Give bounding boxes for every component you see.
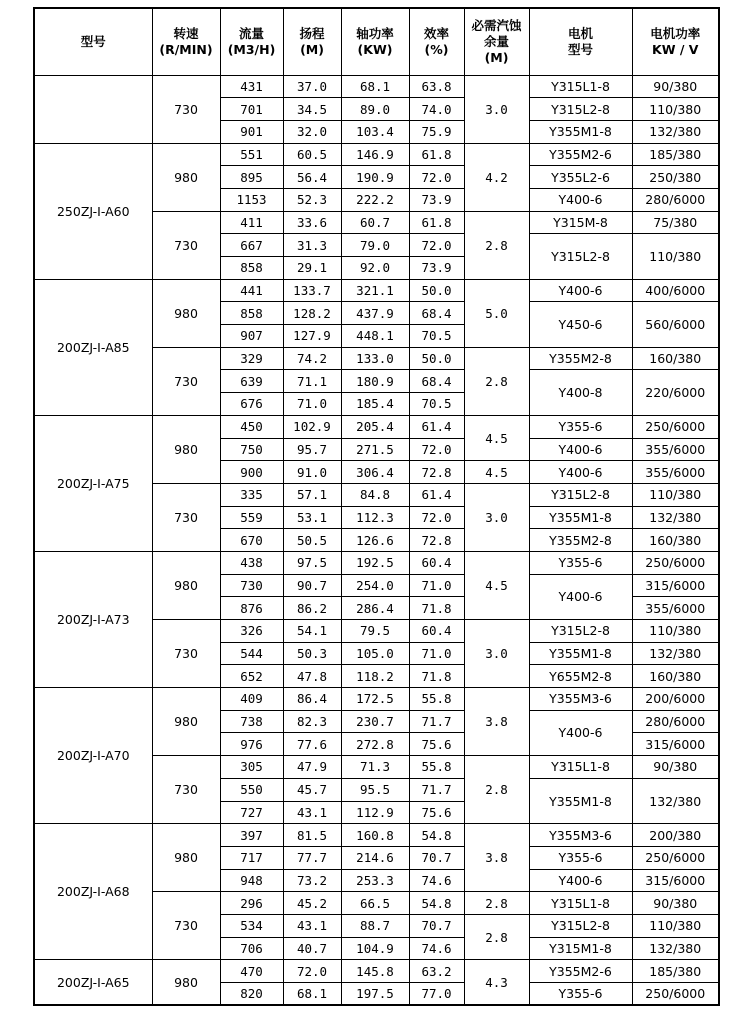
motor-model-cell: Y315L1-8: [529, 75, 632, 98]
efficiency-cell: 60.4: [409, 551, 464, 574]
head-cell: 57.1: [283, 483, 341, 506]
header-npsh: 必需汽蚀余量 (M): [464, 8, 529, 75]
table-row: [34, 75, 719, 98]
efficiency-cell: 71.8: [409, 665, 464, 688]
flow-cell: 438: [220, 551, 283, 574]
shaft-power-cell: 222.2: [341, 188, 409, 211]
model-cell: 200ZJ-I-A65: [34, 960, 152, 1005]
model-cell: 200ZJ-I-A73: [34, 551, 152, 687]
header-model: 型号: [34, 8, 152, 75]
model-cell: [34, 75, 152, 143]
shaft-power-cell: 172.5: [341, 688, 409, 711]
flow-cell: 652: [220, 665, 283, 688]
table-body: [34, 75, 719, 1005]
motor-power-cell: 355/6000: [632, 461, 719, 484]
efficiency-cell: 68.4: [409, 302, 464, 325]
header-speed: 转速 (R/MIN): [152, 8, 220, 75]
shaft-power-cell: 272.8: [341, 733, 409, 756]
motor-model-cell: Y315L2-8: [529, 98, 632, 121]
shaft-power-cell: 118.2: [341, 665, 409, 688]
efficiency-cell: 68.4: [409, 370, 464, 393]
head-cell: 47.8: [283, 665, 341, 688]
shaft-power-cell: 60.7: [341, 211, 409, 234]
efficiency-cell: 55.8: [409, 756, 464, 779]
npsh-cell: 3.0: [464, 75, 529, 143]
head-cell: 45.7: [283, 778, 341, 801]
motor-power-cell: 250/6000: [632, 415, 719, 438]
speed-cell: 730: [152, 75, 220, 143]
head-cell: 86.4: [283, 688, 341, 711]
head-cell: 47.9: [283, 756, 341, 779]
motor-power-cell: 90/380: [632, 756, 719, 779]
efficiency-cell: 70.5: [409, 325, 464, 348]
efficiency-cell: 75.6: [409, 801, 464, 824]
shaft-power-cell: 321.1: [341, 279, 409, 302]
flow-cell: 450: [220, 415, 283, 438]
efficiency-cell: 54.8: [409, 892, 464, 915]
motor-power-cell: 355/6000: [632, 438, 719, 461]
shaft-power-cell: 190.9: [341, 166, 409, 189]
head-cell: 33.6: [283, 211, 341, 234]
motor-power-cell: 250/6000: [632, 551, 719, 574]
efficiency-cell: 71.8: [409, 597, 464, 620]
table-row: [34, 551, 719, 574]
motor-power-cell: 110/380: [632, 914, 719, 937]
motor-model-cell: Y315L1-8: [529, 892, 632, 915]
shaft-power-cell: 112.3: [341, 506, 409, 529]
head-cell: 53.1: [283, 506, 341, 529]
head-cell: 86.2: [283, 597, 341, 620]
motor-power-cell: 355/6000: [632, 597, 719, 620]
npsh-cell: 3.0: [464, 483, 529, 551]
motor-power-cell: 200/6000: [632, 688, 719, 711]
flow-cell: 534: [220, 914, 283, 937]
flow-cell: 326: [220, 620, 283, 643]
shaft-power-cell: 112.9: [341, 801, 409, 824]
motor-model-cell: Y400-6: [529, 574, 632, 619]
efficiency-cell: 63.8: [409, 75, 464, 98]
shaft-power-cell: 197.5: [341, 983, 409, 1006]
motor-power-cell: 200/380: [632, 824, 719, 847]
head-cell: 43.1: [283, 801, 341, 824]
shaft-power-cell: 95.5: [341, 778, 409, 801]
speed-cell: 980: [152, 279, 220, 347]
shaft-power-cell: 145.8: [341, 960, 409, 983]
shaft-power-cell: 286.4: [341, 597, 409, 620]
header-efficiency: 效率 (%): [409, 8, 464, 75]
head-cell: 72.0: [283, 960, 341, 983]
model-cell: 200ZJ-I-A68: [34, 824, 152, 960]
speed-cell: 980: [152, 688, 220, 756]
npsh-cell: 4.5: [464, 415, 529, 460]
flow-cell: 900: [220, 461, 283, 484]
efficiency-cell: 73.9: [409, 257, 464, 280]
efficiency-cell: 61.4: [409, 415, 464, 438]
shaft-power-cell: 68.1: [341, 75, 409, 98]
motor-power-cell: 560/6000: [632, 302, 719, 347]
head-cell: 34.5: [283, 98, 341, 121]
motor-power-cell: 90/380: [632, 892, 719, 915]
motor-model-cell: Y315L2-8: [529, 234, 632, 279]
motor-power-cell: 220/6000: [632, 370, 719, 415]
head-cell: 31.3: [283, 234, 341, 257]
motor-power-cell: 185/380: [632, 143, 719, 166]
model-cell: 200ZJ-I-A85: [34, 279, 152, 415]
npsh-cell: 4.5: [464, 551, 529, 619]
shaft-power-cell: 133.0: [341, 347, 409, 370]
motor-model-cell: Y355M2-8: [529, 347, 632, 370]
npsh-cell: 3.8: [464, 688, 529, 756]
efficiency-cell: 60.4: [409, 620, 464, 643]
motor-model-cell: Y355M2-6: [529, 143, 632, 166]
npsh-cell: 4.5: [464, 461, 529, 484]
flow-cell: 730: [220, 574, 283, 597]
table-row: [34, 279, 719, 302]
head-cell: 73.2: [283, 869, 341, 892]
flow-cell: 441: [220, 279, 283, 302]
motor-power-cell: 315/6000: [632, 574, 719, 597]
table-row: [34, 143, 719, 166]
flow-cell: 750: [220, 438, 283, 461]
efficiency-cell: 61.8: [409, 143, 464, 166]
flow-cell: 550: [220, 778, 283, 801]
motor-power-cell: 185/380: [632, 960, 719, 983]
shaft-power-cell: 230.7: [341, 710, 409, 733]
motor-power-cell: 110/380: [632, 98, 719, 121]
motor-model-cell: Y400-6: [529, 188, 632, 211]
flow-cell: 544: [220, 642, 283, 665]
npsh-cell: 2.8: [464, 892, 529, 915]
shaft-power-cell: 126.6: [341, 529, 409, 552]
speed-cell: 730: [152, 483, 220, 551]
motor-power-cell: 132/380: [632, 778, 719, 823]
header-flow: 流量 (M3/H): [220, 8, 283, 75]
efficiency-cell: 61.4: [409, 483, 464, 506]
motor-power-cell: 250/6000: [632, 983, 719, 1006]
table-row: [34, 688, 719, 711]
efficiency-cell: 72.8: [409, 461, 464, 484]
shaft-power-cell: 160.8: [341, 824, 409, 847]
motor-power-cell: 75/380: [632, 211, 719, 234]
npsh-cell: 2.8: [464, 211, 529, 279]
npsh-cell: 4.3: [464, 960, 529, 1005]
model-cell: 250ZJ-I-A60: [34, 143, 152, 279]
flow-cell: 820: [220, 983, 283, 1006]
shaft-power-cell: 79.5: [341, 620, 409, 643]
efficiency-cell: 72.0: [409, 166, 464, 189]
flow-cell: 670: [220, 529, 283, 552]
shaft-power-cell: 192.5: [341, 551, 409, 574]
flow-cell: 976: [220, 733, 283, 756]
flow-cell: 676: [220, 393, 283, 416]
shaft-power-cell: 71.3: [341, 756, 409, 779]
npsh-cell: 5.0: [464, 279, 529, 347]
shaft-power-cell: 253.3: [341, 869, 409, 892]
motor-model-cell: Y355-6: [529, 415, 632, 438]
head-cell: 43.1: [283, 914, 341, 937]
shaft-power-cell: 88.7: [341, 914, 409, 937]
head-cell: 77.7: [283, 846, 341, 869]
motor-power-cell: 132/380: [632, 506, 719, 529]
shaft-power-cell: 89.0: [341, 98, 409, 121]
motor-model-cell: Y655M2-8: [529, 665, 632, 688]
shaft-power-cell: 271.5: [341, 438, 409, 461]
head-cell: 97.5: [283, 551, 341, 574]
motor-power-cell: 280/6000: [632, 188, 719, 211]
motor-power-cell: 160/380: [632, 347, 719, 370]
motor-model-cell: Y315M1-8: [529, 937, 632, 960]
header-head: 扬程 (M): [283, 8, 341, 75]
motor-model-cell: Y355L2-6: [529, 166, 632, 189]
shaft-power-cell: 104.9: [341, 937, 409, 960]
efficiency-cell: 55.8: [409, 688, 464, 711]
shaft-power-cell: 185.4: [341, 393, 409, 416]
motor-power-cell: 160/380: [632, 529, 719, 552]
motor-power-cell: 132/380: [632, 642, 719, 665]
head-cell: 90.7: [283, 574, 341, 597]
flow-cell: 727: [220, 801, 283, 824]
head-cell: 128.2: [283, 302, 341, 325]
shaft-power-cell: 79.0: [341, 234, 409, 257]
speed-cell: 980: [152, 960, 220, 1005]
motor-model-cell: Y400-6: [529, 438, 632, 461]
motor-power-cell: 160/380: [632, 665, 719, 688]
head-cell: 60.5: [283, 143, 341, 166]
motor-model-cell: Y355M2-8: [529, 529, 632, 552]
flow-cell: 470: [220, 960, 283, 983]
efficiency-cell: 71.7: [409, 778, 464, 801]
head-cell: 29.1: [283, 257, 341, 280]
motor-power-cell: 132/380: [632, 937, 719, 960]
head-cell: 71.0: [283, 393, 341, 416]
head-cell: 71.1: [283, 370, 341, 393]
speed-cell: 730: [152, 756, 220, 824]
flow-cell: 858: [220, 257, 283, 280]
speed-cell: 730: [152, 892, 220, 960]
efficiency-cell: 71.0: [409, 574, 464, 597]
efficiency-cell: 77.0: [409, 983, 464, 1006]
shaft-power-cell: 84.8: [341, 483, 409, 506]
motor-model-cell: Y355M1-8: [529, 642, 632, 665]
motor-model-cell: Y315L2-8: [529, 620, 632, 643]
shaft-power-cell: 306.4: [341, 461, 409, 484]
shaft-power-cell: 92.0: [341, 257, 409, 280]
header-shaft-power: 轴功率 (KW): [341, 8, 409, 75]
motor-model-cell: Y315M-8: [529, 211, 632, 234]
header-row: [34, 8, 719, 75]
speed-cell: 730: [152, 211, 220, 279]
header-motor-power: 电机功率 KW / V: [632, 8, 719, 75]
motor-model-cell: Y450-6: [529, 302, 632, 347]
flow-cell: 409: [220, 688, 283, 711]
npsh-cell: 2.8: [464, 756, 529, 824]
flow-cell: 948: [220, 869, 283, 892]
speed-cell: 980: [152, 824, 220, 892]
speed-cell: 980: [152, 143, 220, 211]
efficiency-cell: 71.7: [409, 710, 464, 733]
motor-power-cell: 400/6000: [632, 279, 719, 302]
npsh-cell: 3.0: [464, 620, 529, 688]
flow-cell: 431: [220, 75, 283, 98]
efficiency-cell: 72.0: [409, 506, 464, 529]
motor-model-cell: Y400-6: [529, 461, 632, 484]
efficiency-cell: 54.8: [409, 824, 464, 847]
head-cell: 50.5: [283, 529, 341, 552]
flow-cell: 397: [220, 824, 283, 847]
efficiency-cell: 72.0: [409, 234, 464, 257]
head-cell: 102.9: [283, 415, 341, 438]
flow-cell: 551: [220, 143, 283, 166]
table-row: [34, 824, 719, 847]
head-cell: 127.9: [283, 325, 341, 348]
head-cell: 45.2: [283, 892, 341, 915]
flow-cell: 895: [220, 166, 283, 189]
efficiency-cell: 70.7: [409, 914, 464, 937]
head-cell: 95.7: [283, 438, 341, 461]
table-row: [34, 960, 719, 983]
shaft-power-cell: 437.9: [341, 302, 409, 325]
flow-cell: 667: [220, 234, 283, 257]
motor-power-cell: 315/6000: [632, 869, 719, 892]
flow-cell: 701: [220, 98, 283, 121]
motor-model-cell: Y400-6: [529, 279, 632, 302]
flow-cell: 639: [220, 370, 283, 393]
motor-model-cell: Y400-6: [529, 710, 632, 755]
head-cell: 68.1: [283, 983, 341, 1006]
motor-model-cell: Y400-8: [529, 370, 632, 415]
head-cell: 40.7: [283, 937, 341, 960]
efficiency-cell: 74.6: [409, 937, 464, 960]
motor-model-cell: Y355M2-6: [529, 960, 632, 983]
npsh-cell: 2.8: [464, 347, 529, 415]
shaft-power-cell: 146.9: [341, 143, 409, 166]
head-cell: 91.0: [283, 461, 341, 484]
efficiency-cell: 72.0: [409, 438, 464, 461]
efficiency-cell: 70.5: [409, 393, 464, 416]
efficiency-cell: 63.2: [409, 960, 464, 983]
motor-power-cell: 132/380: [632, 120, 719, 143]
pump-spec-table: [33, 7, 720, 1006]
motor-power-cell: 110/380: [632, 620, 719, 643]
efficiency-cell: 70.7: [409, 846, 464, 869]
head-cell: 37.0: [283, 75, 341, 98]
head-cell: 82.3: [283, 710, 341, 733]
flow-cell: 876: [220, 597, 283, 620]
flow-cell: 706: [220, 937, 283, 960]
flow-cell: 329: [220, 347, 283, 370]
table-row: [34, 415, 719, 438]
motor-model-cell: Y315L2-8: [529, 483, 632, 506]
header-motor-model: 电机 型号: [529, 8, 632, 75]
motor-power-cell: 110/380: [632, 483, 719, 506]
motor-power-cell: 280/6000: [632, 710, 719, 733]
head-cell: 81.5: [283, 824, 341, 847]
shaft-power-cell: 205.4: [341, 415, 409, 438]
motor-model-cell: Y355-6: [529, 846, 632, 869]
efficiency-cell: 73.9: [409, 188, 464, 211]
head-cell: 32.0: [283, 120, 341, 143]
head-cell: 54.1: [283, 620, 341, 643]
head-cell: 74.2: [283, 347, 341, 370]
shaft-power-cell: 254.0: [341, 574, 409, 597]
motor-power-cell: 110/380: [632, 234, 719, 279]
flow-cell: 717: [220, 846, 283, 869]
efficiency-cell: 75.9: [409, 120, 464, 143]
efficiency-cell: 71.0: [409, 642, 464, 665]
head-cell: 50.3: [283, 642, 341, 665]
npsh-cell: 3.8: [464, 824, 529, 892]
head-cell: 133.7: [283, 279, 341, 302]
shaft-power-cell: 448.1: [341, 325, 409, 348]
npsh-cell: 4.2: [464, 143, 529, 211]
efficiency-cell: 74.6: [409, 869, 464, 892]
efficiency-cell: 50.0: [409, 347, 464, 370]
shaft-power-cell: 66.5: [341, 892, 409, 915]
speed-cell: 980: [152, 415, 220, 483]
flow-cell: 738: [220, 710, 283, 733]
motor-power-cell: 315/6000: [632, 733, 719, 756]
speed-cell: 730: [152, 347, 220, 415]
shaft-power-cell: 180.9: [341, 370, 409, 393]
flow-cell: 305: [220, 756, 283, 779]
flow-cell: 907: [220, 325, 283, 348]
motor-model-cell: Y355-6: [529, 983, 632, 1006]
motor-model-cell: Y355-6: [529, 551, 632, 574]
shaft-power-cell: 103.4: [341, 120, 409, 143]
efficiency-cell: 74.0: [409, 98, 464, 121]
flow-cell: 1153: [220, 188, 283, 211]
motor-power-cell: 250/380: [632, 166, 719, 189]
head-cell: 56.4: [283, 166, 341, 189]
flow-cell: 335: [220, 483, 283, 506]
motor-power-cell: 90/380: [632, 75, 719, 98]
motor-model-cell: Y355M3-6: [529, 688, 632, 711]
efficiency-cell: 61.8: [409, 211, 464, 234]
efficiency-cell: 72.8: [409, 529, 464, 552]
head-cell: 52.3: [283, 188, 341, 211]
motor-model-cell: Y355M1-8: [529, 120, 632, 143]
model-cell: 200ZJ-I-A75: [34, 415, 152, 551]
motor-model-cell: Y400-6: [529, 869, 632, 892]
model-cell: 200ZJ-I-A70: [34, 688, 152, 824]
head-cell: 77.6: [283, 733, 341, 756]
motor-model-cell: Y355M1-8: [529, 506, 632, 529]
speed-cell: 980: [152, 551, 220, 619]
efficiency-cell: 50.0: [409, 279, 464, 302]
motor-model-cell: Y315L1-8: [529, 756, 632, 779]
flow-cell: 296: [220, 892, 283, 915]
speed-cell: 730: [152, 620, 220, 688]
flow-cell: 858: [220, 302, 283, 325]
efficiency-cell: 75.6: [409, 733, 464, 756]
flow-cell: 901: [220, 120, 283, 143]
shaft-power-cell: 214.6: [341, 846, 409, 869]
motor-model-cell: Y355M1-8: [529, 778, 632, 823]
motor-power-cell: 250/6000: [632, 846, 719, 869]
flow-cell: 559: [220, 506, 283, 529]
shaft-power-cell: 105.0: [341, 642, 409, 665]
motor-model-cell: Y315L2-8: [529, 914, 632, 937]
npsh-cell: 2.8: [464, 914, 529, 959]
flow-cell: 411: [220, 211, 283, 234]
motor-model-cell: Y355M3-6: [529, 824, 632, 847]
